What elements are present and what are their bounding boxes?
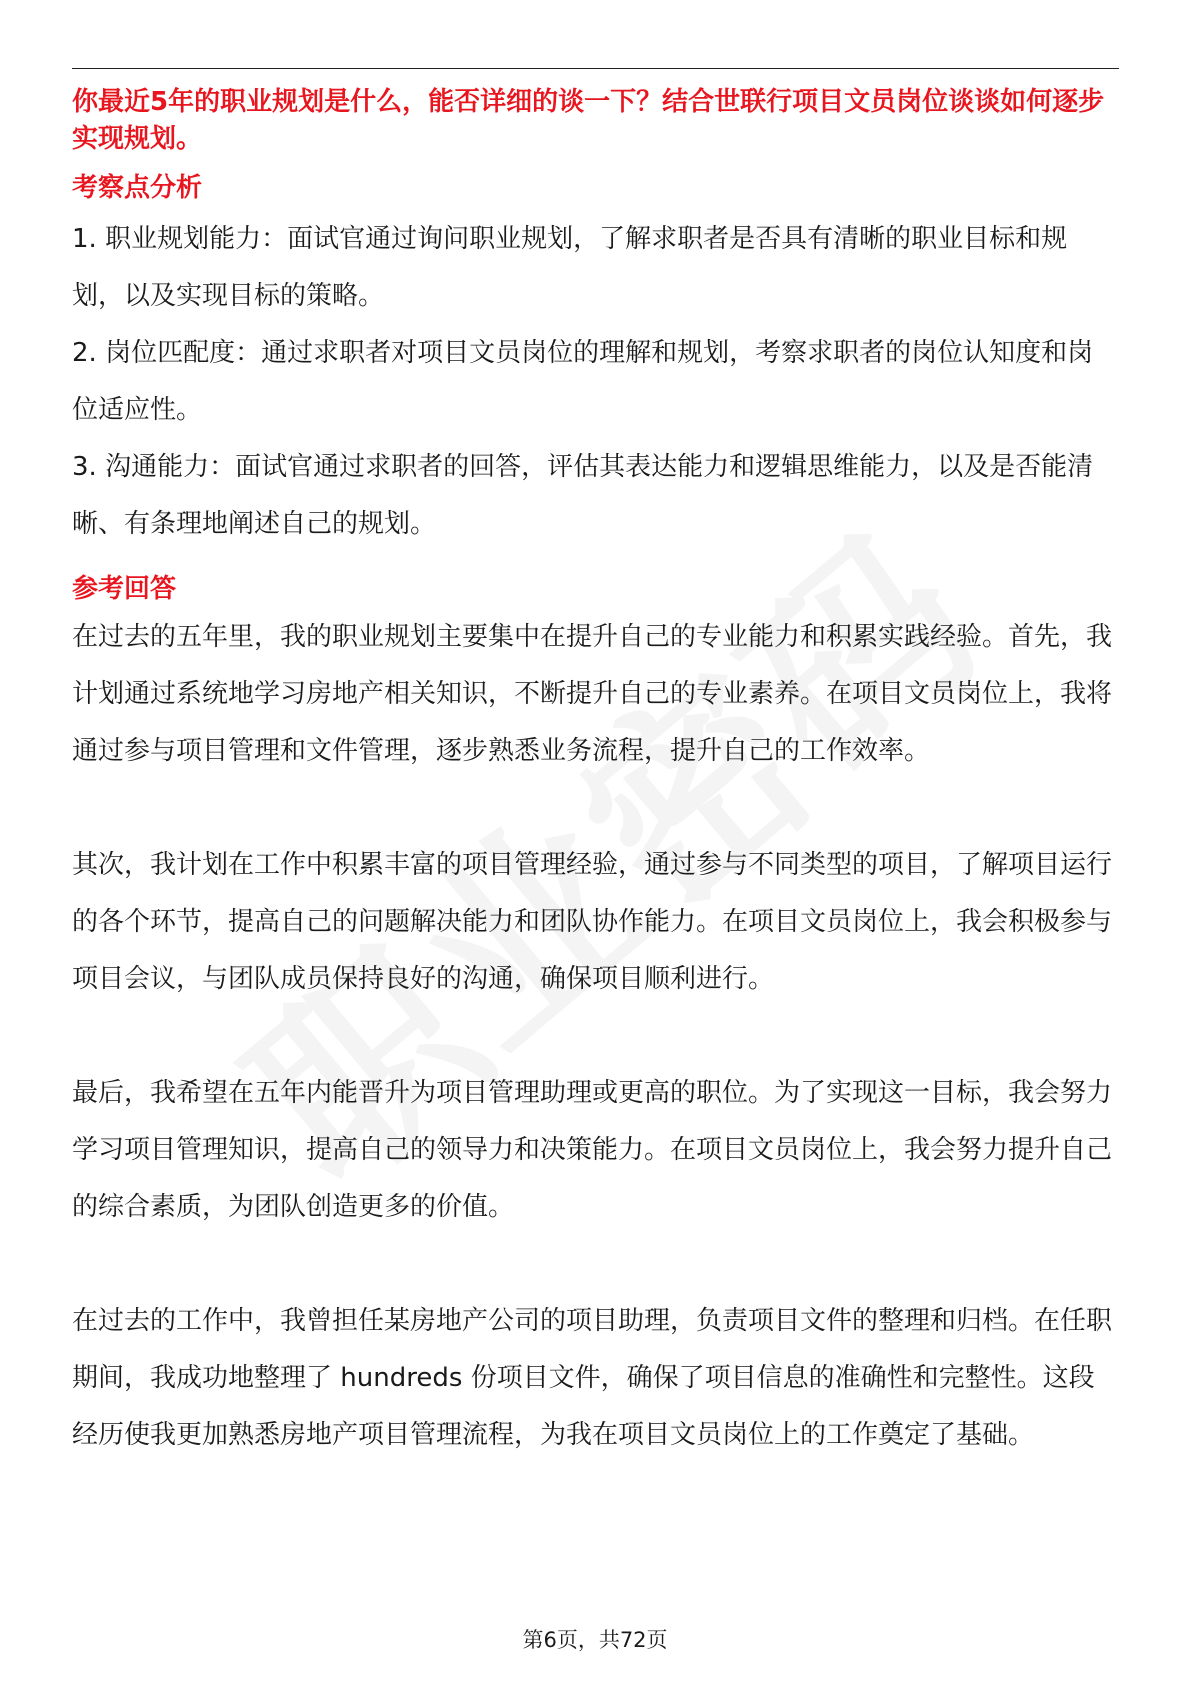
answer-paragraph: 其次，我计划在工作中积累丰富的项目管理经验，通过参与不同类型的项目，了解项目运行的各个环节，提高自己的问题解决能力和团队协作能力。在项目文员岗位上，我会积极参与项目会议，与团队成员保持良好的沟通，确保项目顺利进行。 (72, 850, 1113, 994)
header-rule (72, 68, 1119, 69)
analysis-heading: 考察点分析 (72, 173, 203, 203)
answer-paragraph: 在过去的五年里，我的职业规划主要集中在提升自己的专业能力和积累实践经验。首先，我计划通过系统地学习房地产相关知识，不断提升自己的专业素养。在项目文员岗位上，我将通过参与项目管理和文件管理，逐步熟悉业务流程，提升自己的工作效率。 (72, 622, 1113, 766)
analysis-point: 1. 职业规划能力：面试官通过询问职业规划，了解求职者是否具有清晰的职业目标和规划，以及实现目标的策略。 (72, 224, 1068, 311)
question-title: 你最近5年的职业规划是什么，能否详细的谈一下？结合世联行项目文员岗位谈谈如何逐步实现规划。 (72, 87, 1105, 154)
page-content (72, 84, 1119, 1464)
answer-paragraph: 在过去的工作中，我曾担任某房地产公司的项目助理，负责项目文件的整理和归档。在任职期间，我成功地整理了 hundreds 份项目文件，确保了项目信息的准确性和完整性。这段经历使我更加熟悉房地产项目管理流程，为我在项目文员岗位上的工作奠定了基础。 (72, 1306, 1113, 1450)
analysis-point: 2. 岗位匹配度：通过求职者对项目文员岗位的理解和规划，考察求职者的岗位认知度和岗位适应性。 (72, 338, 1094, 425)
answer-heading: 参考回答 (72, 574, 177, 604)
analysis-point: 3. 沟通能力：面试官通过求职者的回答，评估其表达能力和逻辑思维能力，以及是否能清晰、有条理地阐述自己的规划。 (72, 452, 1094, 539)
analysis-points (72, 211, 1119, 553)
answer-paragraph: 最后，我希望在五年内能晋升为项目管理助理或更高的职位。为了实现这一目标，我会努力学习项目管理知识，提高自己的领导力和决策能力。在项目文员岗位上，我会努力提升自己的综合素质，为团队创造更多的价值。 (72, 1078, 1113, 1222)
page-number: 第6页，共72页 (522, 1628, 668, 1652)
